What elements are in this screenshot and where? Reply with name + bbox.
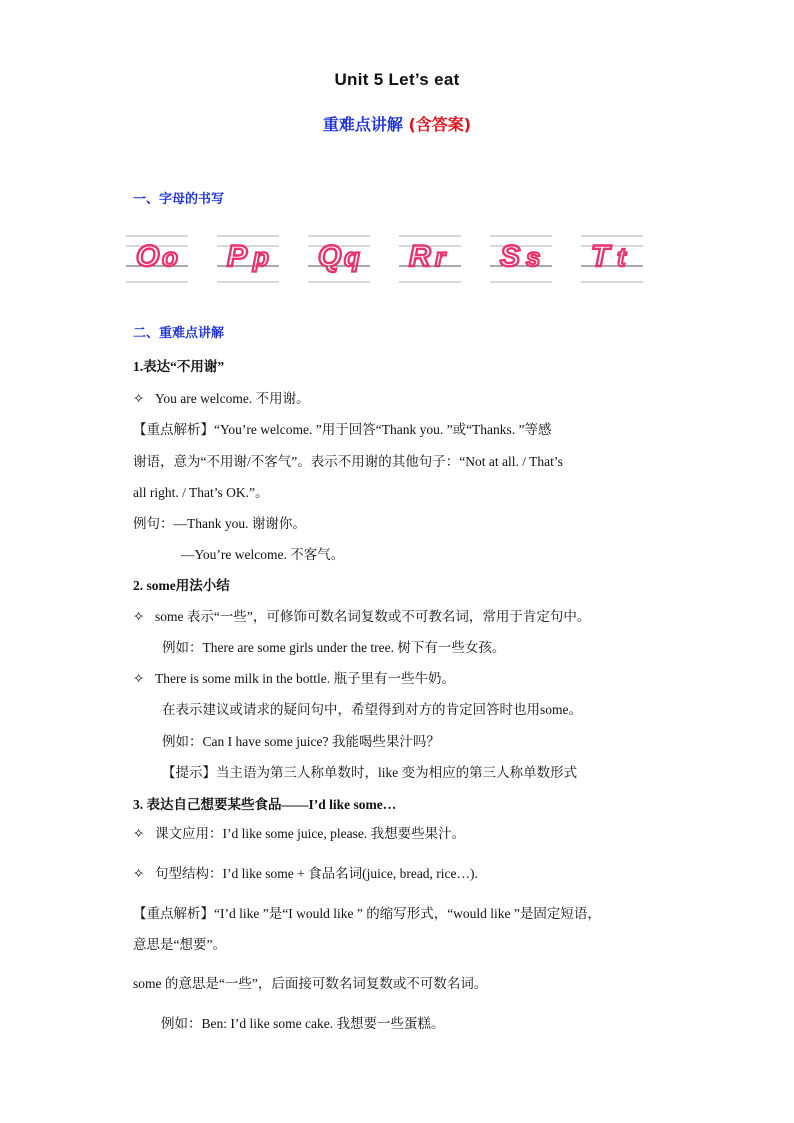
- lowercase-letter: s: [526, 242, 541, 272]
- point1-sentence-1: 例句：—Thank you. 谢谢你。: [133, 516, 306, 531]
- point2-line1: some 表示“一些”，可修饰可数名词复数或不可教名词，常用于肯定句中。: [155, 609, 591, 624]
- diamond-bullet-icon: ✧: [133, 391, 145, 406]
- uppercase-letter: T: [591, 240, 610, 273]
- diamond-bullet-icon: ✧: [133, 826, 145, 841]
- point1-analysis-1: 【重点解析】“You’re welcome. ”用于回答“Thank you. ”或“Thanks. ”等感: [133, 422, 552, 437]
- letter-pair-q: [308, 236, 370, 282]
- uppercase-letter: R: [409, 240, 431, 273]
- letter-pair-s: [490, 236, 552, 282]
- page-title: Unit 5 Let’s eat: [334, 70, 460, 89]
- lowercase-letter: p: [253, 242, 269, 272]
- letter-pair-r: [399, 236, 461, 282]
- lowercase-letter: o: [162, 242, 178, 272]
- point2-line2: 例如：There are some girls under the tree. 树下有一些女孩。: [162, 640, 506, 655]
- subtitle-main: 重难点讲解: [322, 115, 403, 134]
- letter-writing-strip: [122, 224, 652, 288]
- point1-example-line: [133, 389, 310, 409]
- point1-analysis-2: 谢语，意为“不用谢/不客气”。表示不用谢的其他句子：“Not at all. / That’s: [133, 454, 563, 469]
- section1-heading: 一、字母的书写: [133, 192, 225, 207]
- point1-sentence-2: —You’re welcome. 不客气。: [181, 547, 345, 562]
- point3-analysis-1: 【重点解析】“I’d like ”是“I would like ” 的缩写形式，“would like ”是固定短语，: [133, 906, 601, 921]
- point3-line2: 句型结构：I’d like some + 食品名词(juice, bread, rice…).: [155, 866, 478, 881]
- lowercase-letter: r: [435, 242, 446, 272]
- point2-line6: 【提示】当主语为第三人称单数时，like 变为相应的第三人称单数形式: [162, 765, 578, 780]
- letter-pair-p: [217, 236, 279, 282]
- lowercase-letter: q: [344, 242, 360, 272]
- subtitle-answer-note: (含答案): [408, 115, 472, 134]
- diamond-bullet-icon: ✧: [133, 609, 145, 624]
- uppercase-letter: O: [136, 240, 160, 273]
- point2-line3: There is some milk in the bottle. 瓶子里有一些牛奶。: [155, 671, 455, 686]
- point2-line1-row: [133, 607, 590, 627]
- point3-title: 3. 表达自己想要某些食品——I’d like some…: [133, 797, 397, 812]
- letter-pair-t: [581, 236, 643, 282]
- uppercase-letter: P: [227, 240, 248, 273]
- uppercase-letter: Q: [318, 240, 342, 273]
- point3-analysis-2: 意思是“想要”。: [133, 937, 226, 952]
- point3-line1-row: [133, 824, 465, 844]
- point3-line4: 例如：Ben: I’d like some cake. 我想要一些蛋糕。: [161, 1016, 445, 1031]
- uppercase-letter: S: [500, 240, 521, 273]
- letter-pair-o: [126, 236, 188, 282]
- page-subtitle: [0, 112, 794, 135]
- lowercase-letter: t: [617, 242, 626, 272]
- point1-analysis-3: all right. / That’s OK.”。: [133, 485, 269, 500]
- point3-line1: 课文应用：I’d like some juice, please. 我想要些果汁。: [155, 826, 466, 841]
- point2-line3-row: [133, 669, 455, 689]
- point1-title: 1.表达“不用谢”: [133, 359, 225, 374]
- diamond-bullet-icon: ✧: [133, 866, 145, 881]
- section2-heading: 二、重难点讲解: [133, 326, 225, 341]
- point2-title: 2. some用法小结: [133, 578, 230, 593]
- point2-line5: 例如：Can I have some juice? 我能喝些果汁吗？: [162, 734, 440, 749]
- diamond-bullet-icon: ✧: [133, 671, 145, 686]
- point1-example: You are welcome. 不用谢。: [155, 391, 310, 406]
- point2-line4: 在表示建议或请求的疑问句中，希望得到对方的肯定回答时也用some。: [162, 702, 582, 717]
- point3-line2-row: [133, 864, 478, 884]
- point3-line3: some 的意思是“一些”，后面接可数名词复数或不可数名词。: [133, 976, 488, 991]
